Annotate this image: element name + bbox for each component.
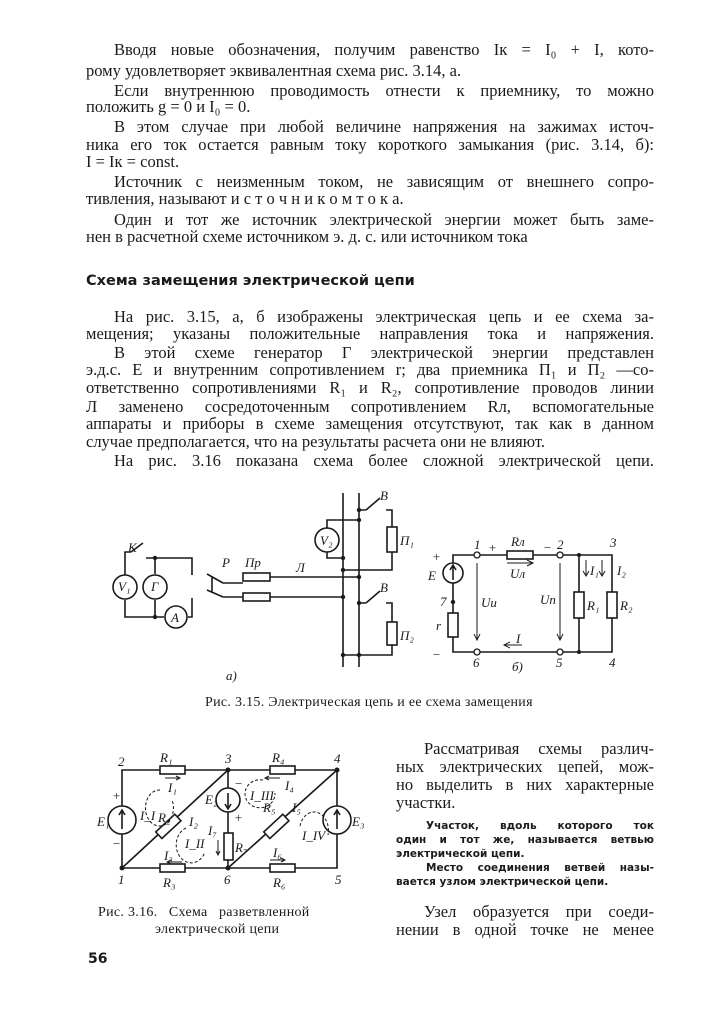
label-minus: −: [432, 647, 441, 662]
node-5: 5: [556, 655, 563, 670]
text-line: э.д.с. E и внутренним сопротивлением r; два приемника П₁ и П₂ —со-: [86, 360, 654, 379]
resistor-r3-icon: [160, 864, 185, 872]
text-line: ответственно сопротивлениями R₁ и R₂, сопротивление проводов линии: [86, 378, 654, 397]
label-r2: R₂: [158, 810, 171, 825]
label-i2: I₂: [617, 563, 626, 578]
label-i1: I₁: [590, 563, 599, 578]
node-2: 2: [118, 754, 125, 769]
resistor-rl-icon: [507, 551, 533, 559]
text-line: I = Iк = const.: [86, 152, 180, 171]
load-p2-icon: [387, 622, 397, 645]
label-i: I: [516, 631, 521, 646]
text-line: Л заменено сосредоточенным сопротивлением Rл, вспомогательные: [86, 397, 654, 416]
text-line: но выделить в них характерные: [396, 775, 654, 794]
label-r7: R₇: [235, 840, 248, 855]
node-3: 3: [225, 751, 232, 766]
text-line: Если внутреннюю проводимость отнести к приемнику, то можно: [114, 81, 654, 100]
resistor-r1-icon: [160, 766, 185, 774]
label-minus: −: [234, 776, 243, 791]
label-g: Г: [151, 579, 159, 594]
text-line: нен в расчетной схеме источником э. д. с. или источником тока: [86, 227, 528, 246]
text-line: В этом случае при любой величине напряжения на зажимах источ-: [114, 117, 654, 136]
figure-3-16-circuit: [96, 750, 364, 890]
label-r3: R₃: [163, 875, 176, 890]
definition-line: один и тот же, называется ветвью: [396, 834, 654, 846]
definition-line: Место соединения ветвей назы-: [426, 862, 654, 874]
label-p: P: [222, 555, 230, 570]
text-line: Узел образуется при соеди-: [424, 902, 654, 921]
label-r1: R₁: [160, 750, 173, 765]
text-line: нении в одной точке не менее: [396, 920, 654, 939]
label-v2: V₂: [320, 533, 333, 548]
label-minus-rl: −: [543, 540, 552, 555]
figure-3-15b-equivalent-circuit: [427, 534, 633, 674]
loop-i: I_I: [140, 808, 156, 823]
figure-3-15-caption: Рис. 3.15. Электрическая цепь и ее схема замещения: [205, 695, 533, 710]
text-line: участки.: [396, 793, 456, 812]
fuse-icon: [243, 593, 270, 601]
node-4: 4: [334, 751, 341, 766]
node-6: 6: [473, 655, 480, 670]
label-a: A: [171, 610, 179, 625]
label-r: r: [436, 618, 442, 633]
fuse-icon: [243, 573, 270, 581]
figure-3-16-caption-line2: электрической цепи: [155, 922, 280, 937]
text-line: случае предполагается, что на результаты расчета они не влияют.: [86, 432, 545, 451]
resistor-r-icon: [448, 613, 458, 637]
label-e3: E₃: [352, 814, 365, 829]
label-r4: R₄: [272, 750, 285, 765]
label-i6: I₆: [273, 845, 282, 860]
label-i4: I₄: [285, 778, 294, 793]
resistor-r7-icon: [224, 833, 233, 860]
label-p2: П₂: [400, 628, 414, 643]
label-i7: I₇: [208, 823, 217, 838]
label-b2: B: [380, 580, 388, 595]
figure-3-15a-circuit: [113, 488, 414, 683]
label-i3: I₃: [164, 848, 173, 863]
text-line: Рассматривая схемы различ-: [424, 739, 654, 758]
text-line: положить g = 0 и I₀ = 0.: [86, 97, 251, 116]
text-line: тивления, называют и с т о ч н и к о м т о к а.: [86, 189, 404, 208]
text-line: мещения; указаны положительные направления тока и напряжения.: [86, 324, 654, 343]
text-line: На рис. 3.15, а, б изображены электрическая цепь и ее схема за-: [114, 307, 654, 326]
definition-line: электрической цепи.: [396, 848, 525, 860]
label-e: E: [428, 568, 436, 583]
label-r6: R₆: [273, 875, 286, 890]
resistor-r1-icon: [574, 592, 584, 618]
node-2: 2: [557, 537, 564, 552]
text-line: аппараты и приборы в схеме замещения отсутствуют, так как в данном: [86, 414, 654, 433]
node-6: 6: [224, 872, 231, 887]
node-1: 1: [474, 537, 481, 552]
label-r5: R₅: [263, 800, 276, 815]
label-rl: Rл: [511, 534, 525, 549]
text-line: На рис. 3.16 показана схема более сложной электрической цепи.: [114, 451, 654, 470]
label-e2: E₂: [205, 792, 218, 807]
label-plus-rl: +: [488, 540, 497, 555]
sublabel-a: а): [226, 668, 237, 683]
text-line: рому удовлетворяет эквивалентная схема рис. 3.14, а.: [86, 61, 462, 80]
label-r2: R₂: [620, 598, 633, 613]
figure-3-16-caption: Рис. 3.16. Схема разветвленной: [98, 905, 310, 920]
label-r1: R₁: [587, 598, 600, 613]
node-7: 7: [440, 594, 447, 609]
node-1: 1: [118, 872, 125, 887]
definition-line: вается узлом электрической цепи.: [396, 876, 609, 888]
label-b1: B: [380, 488, 388, 503]
label-un: Uп: [540, 592, 556, 607]
load-p1-icon: [387, 527, 397, 552]
label-plus: +: [112, 788, 121, 803]
text-line: Источник с неизменным током, не зависящим от внешнего сопро-: [114, 172, 654, 191]
resistor-r2-icon: [607, 592, 617, 618]
node-3: 3: [610, 535, 617, 550]
text-line: ника его ток остается равным току короткого замыкания (рис. 3.14, б):: [86, 135, 654, 154]
label-i5: I₅: [292, 800, 301, 815]
label-minus: −: [112, 836, 121, 851]
loop-iii: I_III: [250, 788, 274, 803]
text-line: Один и тот же источник электрической энергии может быть заме-: [114, 210, 654, 229]
text-line: Вводя новые обозначения, получим равенство Iк = I₀ + I, кото-: [114, 40, 654, 59]
label-ui: Uи: [481, 595, 497, 610]
label-i2: I₂: [189, 814, 198, 829]
label-p1: П₁: [400, 533, 414, 548]
sublabel-b: б): [512, 659, 523, 674]
label-ul: Uл: [510, 566, 526, 581]
node-4: 4: [609, 655, 616, 670]
section-heading: Схема замещения электрической цепи: [86, 273, 415, 289]
label-e1: E₁: [97, 814, 110, 829]
label-v1: V₁: [118, 579, 131, 594]
page-number: 56: [88, 951, 108, 967]
loop-ii: I_II: [185, 836, 205, 851]
resistor-r4-icon: [270, 766, 295, 774]
text-line: В этой схеме генератор Г электрической энергии представлен: [114, 343, 654, 362]
label-pr: Пр: [245, 555, 261, 570]
label-k: K: [128, 540, 137, 555]
label-l: Л: [296, 560, 305, 575]
label-plus: +: [234, 810, 243, 825]
label-i1: I₁: [168, 780, 177, 795]
definition-line: Участок, вдоль которого ток: [426, 820, 654, 832]
loop-iv: I_IV: [302, 828, 326, 843]
node-5: 5: [335, 872, 342, 887]
resistor-r6-icon: [270, 864, 295, 872]
text-line: ных электрических цепей, мож-: [396, 757, 654, 776]
label-plus: +: [432, 549, 441, 564]
